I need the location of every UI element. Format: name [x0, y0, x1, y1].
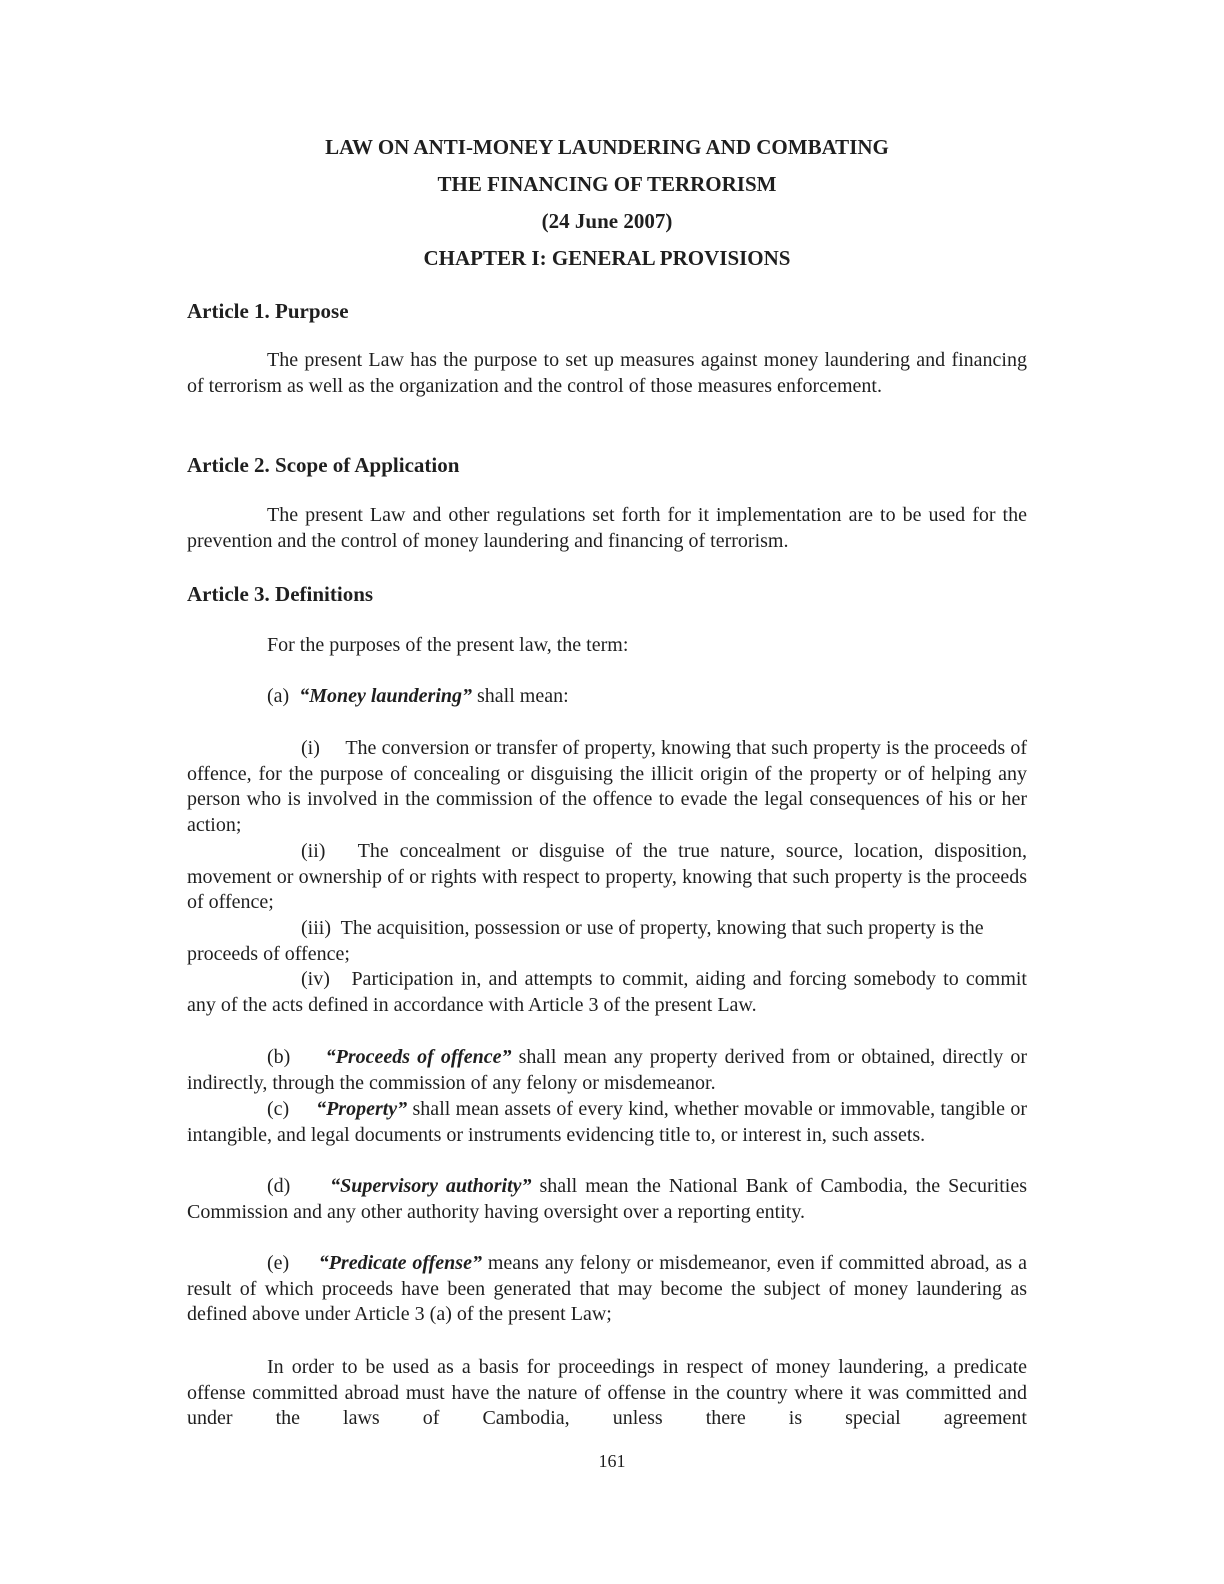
definition-a — [267, 684, 569, 710]
definition-e-rest: means any felony or misdemeanor, even if committed abroad, as a result of which proceeds have been generated that may become the subject of money laundering as defined above under Article 3 (a) of the present Law; — [187, 1252, 1027, 1326]
definition-b-rest: shall mean any property derived from or obtained, directly or indirectly, through the commission of any felony or misdemeanor. — [187, 1046, 1028, 1094]
definition-d-term: “Supervisory authority” — [330, 1175, 532, 1197]
definition-c — [187, 1097, 1027, 1148]
definition-c-label: (c) — [267, 1098, 290, 1120]
definition-d-label: (d) — [267, 1175, 291, 1197]
definition-c-term: “Property” — [316, 1098, 408, 1120]
clause-iii — [187, 916, 1027, 967]
article-2-heading: Article 2. Scope of Application — [187, 453, 460, 477]
clause-i-text: The conversion or transfer of property, knowing that such property is the proceeds of offence, for the purpose of concealing or disguising the illicit origin of the property or of helping any person who is involved in the commission of the offence to evade the legal consequences of his or her action; — [187, 737, 1028, 836]
article-1-heading: Article 1. Purpose — [187, 299, 349, 323]
law-date: (24 June 2007) — [541, 209, 673, 233]
clause-iv-text: Participation in, and attempts to commit, aiding and forcing somebody to commit any of the acts defined in accordance with Article 3 of the present Law. — [187, 968, 1027, 1016]
definition-e-term: “Predicate offense” — [318, 1252, 482, 1274]
clause-iii-label: (iii) — [301, 917, 331, 939]
article-3-heading: Article 3. Definitions — [187, 582, 374, 606]
page-number: 161 — [598, 1451, 626, 1471]
definition-a-term: “Money laundering” — [299, 685, 473, 707]
definition-a-rest: shall mean: — [472, 685, 569, 707]
article-3-intro: For the purposes of the present law, the term: — [267, 634, 629, 656]
clause-i-label: (i) — [301, 737, 320, 759]
definition-e — [187, 1251, 1027, 1328]
chapter-heading: CHAPTER I: GENERAL PROVISIONS — [423, 246, 791, 270]
definition-d — [187, 1174, 1027, 1225]
definition-b-term: “Proceeds of offence” — [325, 1046, 512, 1068]
definition-b-label: (b) — [267, 1046, 291, 1068]
law-title-line1: LAW ON ANTI-MONEY LAUNDERING AND COMBATING — [325, 135, 889, 159]
closing-paragraph: In order to be used as a basis for proceedings in respect of money laundering, a predicate offense committed abroad must have the nature of offense in the country where it was committed and under the laws of Cambodia, unless there is special agreement — [187, 1356, 1027, 1430]
article-2-text: The present Law and other regulations set forth for it implementation are to be used for the prevention and the control of money laundering and financing of terrorism. — [187, 504, 1027, 552]
definition-d-rest: shall mean the National Bank of Cambodia, the Securities Commission and any other authority having oversight over a reporting entity. — [187, 1175, 1027, 1223]
definition-a-label: (a) — [267, 685, 290, 707]
clause-iv-label: (iv) — [301, 968, 330, 990]
clause-ii-text: The concealment or disguise of the true nature, source, location, disposition, movement or ownership of or rights with respect to property, knowing that such property is the proceeds of offence; — [187, 840, 1028, 914]
clause-ii — [187, 839, 1027, 916]
clause-iii-text: The acquisition, possession or use of property, knowing that such property is the proceeds of offence; — [187, 917, 984, 965]
definition-c-rest: shall mean assets of every kind, whether movable or immovable, tangible or intangible, and legal documents or instruments evidencing title to, or interest in, such assets. — [187, 1098, 1027, 1146]
clause-ii-label: (ii) — [301, 840, 326, 862]
definition-b — [187, 1045, 1027, 1096]
article-1-text: The present Law has the purpose to set up measures against money laundering and financing of terrorism as well as the organization and the control of those measures enforcement. — [187, 349, 1027, 397]
clause-iv — [187, 967, 1027, 1018]
law-title-line2: THE FINANCING OF TERRORISM — [437, 172, 777, 196]
clause-i — [187, 736, 1027, 838]
definition-e-label: (e) — [267, 1252, 290, 1274]
